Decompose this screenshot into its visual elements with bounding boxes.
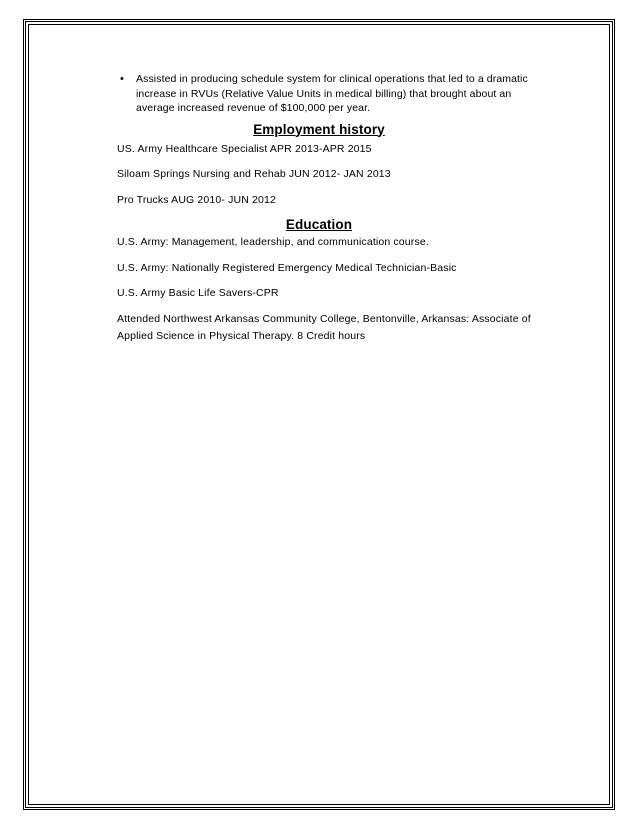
bullet-line: average increased revenue of $100,000 per year. xyxy=(136,102,371,114)
education-college-line: Attended Northwest Arkansas Community College, Bentonville, Arkansas: Associate of xyxy=(117,312,531,325)
bullet-line: increase in RVUs (Relative Value Units in medical billing) that brought about an xyxy=(136,87,512,100)
employment-heading: Employment history xyxy=(253,121,385,137)
employment-item: Pro Trucks AUG 2010- JUN 2012 xyxy=(117,193,276,206)
education-heading: Education xyxy=(285,217,353,232)
employment-item: Siloam Springs Nursing and Rehab JUN 2012- JAN 2013 xyxy=(117,168,391,180)
education-item-college xyxy=(117,312,587,344)
education-list xyxy=(117,235,557,344)
bullet-item xyxy=(120,72,557,116)
bullet-dot-icon: • xyxy=(120,73,124,85)
employment-list xyxy=(117,142,557,208)
education-item: U.S. Army Basic Life Savers-CPR xyxy=(117,287,279,299)
resume-page-content xyxy=(117,72,557,344)
education-item: U.S. Army: Nationally Registered Emergency Medical Technician-Basic xyxy=(117,261,457,274)
employment-item: US. Army Healthcare Specialist APR 2013-APR 2015 xyxy=(117,142,372,155)
bullet-line: Assisted in producing schedule system for clinical operations that led to a dramatic xyxy=(136,73,528,85)
education-college-line: Applied Science in Physical Therapy. 8 Credit hours xyxy=(117,330,366,342)
education-item: U.S. Army: Management, leadership, and communication course. xyxy=(117,236,429,248)
